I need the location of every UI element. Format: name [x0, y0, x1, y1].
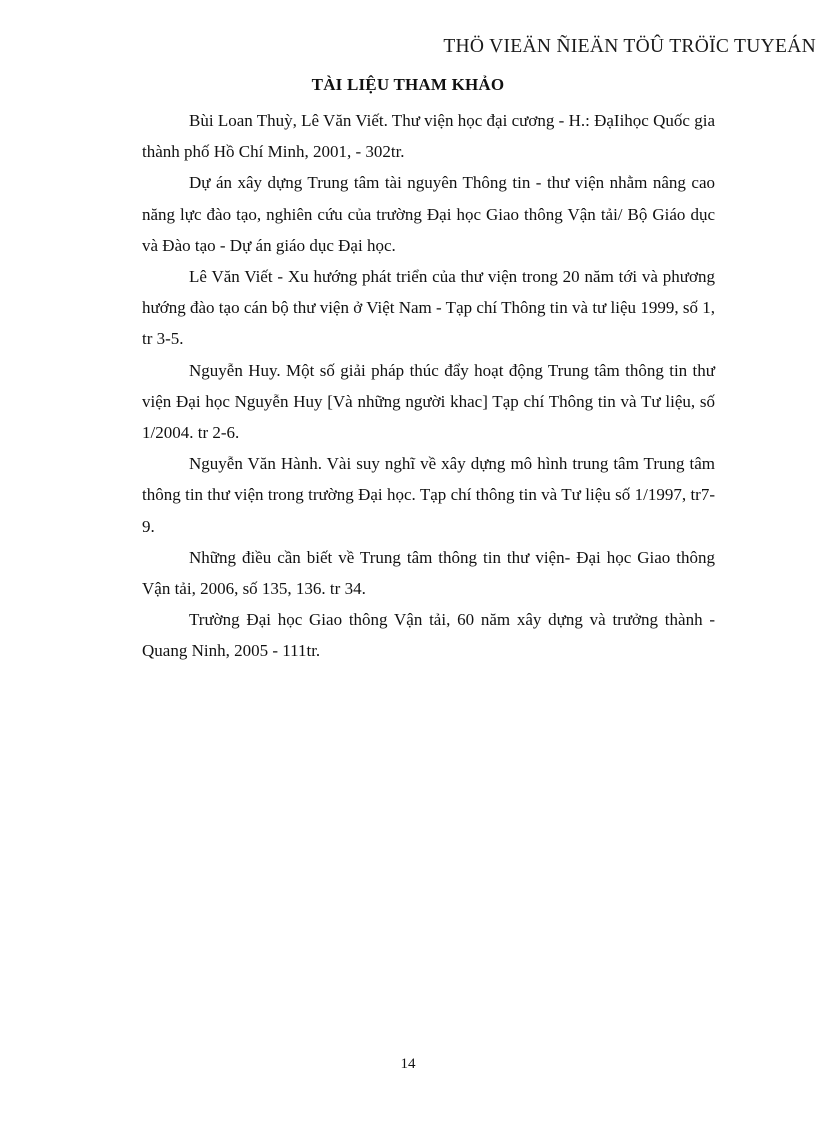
header-watermark: THÖ VIEÄN ÑIEÄN TÖÛ TRÖÏC TUYEÁN — [443, 36, 816, 57]
reference-item: Nguyễn Huy. Một số giải pháp thúc đẩy hoạt động Trung tâm thông tin thư viện Đại học Nguyễn Huy [Và những người khac] Tạp chí Thông tin và Tư liệu, số 1/2004. tr 2-6. — [142, 360, 715, 443]
reference-item: Dự án xây dựng Trung tâm tài nguyên Thông tin - thư viện nhằm nâng cao năng lực đào tạo, nghiên cứu của trường Đại học Giao thông Vận tải/ Bộ Giáo dục và Đào tạo - Dự án giáo dục Đại học. — [142, 173, 715, 255]
reference-item: Những điều cần biết về Trung tâm thông tin thư viện- Đại học Giao thông Vận tải, 2006, số 135, 136. tr 34. — [142, 547, 715, 599]
reference-item: Lê Văn Viết - Xu hướng phát triển của thư viện trong 20 năm tới và phương hướng đào tạo cán bộ thư viện ở Việt Nam - Tạp chí Thông tin và tư liệu 1999, số 1, tr 3-5. — [142, 267, 715, 349]
page-number: 14 — [400, 1056, 416, 1072]
reference-list — [142, 105, 715, 667]
reference-item: Bùi Loan Thuỳ, Lê Văn Viết. Thư viện học đại cương - H.: ĐạIihọc Quốc gia thành phố Hồ Chí Minh, 2001, - 302tr. — [142, 111, 715, 162]
reference-item: Nguyễn Văn Hành. Vài suy nghĩ về xây dựng mô hình trung tâm Trung tâm thông tin thư viện trong trường Đại học. Tạp chí thông tin và Tư liệu số 1/1997, tr7-9. — [142, 454, 715, 536]
page-title: TÀI LIỆU THAM KHẢO — [311, 75, 505, 94]
reference-item: Trường Đại học Giao thông Vận tải, 60 năm xây dựng và trưởng thành - Quang Ninh, 2005 - 111tr. — [142, 610, 715, 661]
